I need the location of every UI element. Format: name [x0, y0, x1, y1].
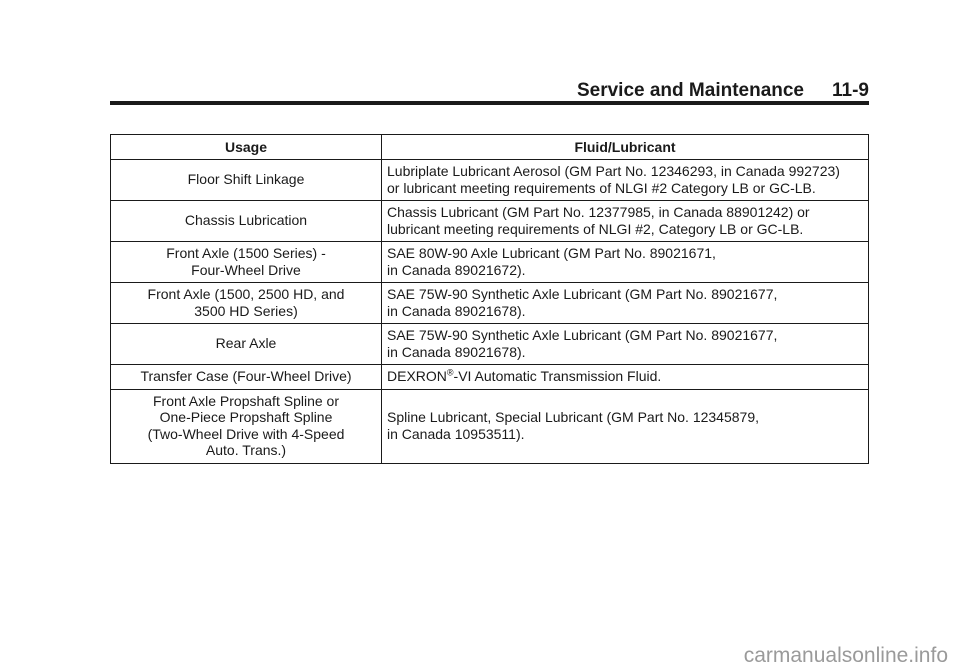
usage-cell: Rear Axle — [111, 324, 382, 365]
table-row — [111, 201, 869, 242]
fluid-cell: SAE 80W-90 Axle Lubricant (GM Part No. 89021671, in Canada 89021672). — [382, 242, 869, 283]
usage-cell: Transfer Case (Four-Wheel Drive) — [111, 365, 382, 390]
fluid-cell: SAE 75W-90 Synthetic Axle Lubricant (GM Part No. 89021677, in Canada 89021678). — [382, 324, 869, 365]
table-row — [111, 389, 869, 463]
column-header-fluid: Fluid/Lubricant — [382, 135, 869, 160]
table-row — [111, 242, 869, 283]
registered-mark: ® — [446, 367, 454, 378]
fluid-cell — [382, 365, 869, 390]
usage-cell: Floor Shift Linkage — [111, 160, 382, 201]
table-header-row — [111, 135, 869, 160]
section-title: Service and Maintenance — [576, 80, 805, 101]
table-row — [111, 365, 869, 390]
fluid-lubricant-table — [110, 134, 869, 464]
table-row — [111, 324, 869, 365]
page-header — [110, 76, 869, 102]
fluid-text-prefix: DEXRON — [387, 368, 447, 384]
fluid-cell: Spline Lubricant, Special Lubricant (GM Part No. 12345879, in Canada 10953511). — [382, 389, 869, 463]
usage-cell: Front Axle Propshaft Spline or One-Piece Propshaft Spline (Two-Wheel Drive with 4-Speed Auto. Trans.) — [111, 389, 382, 463]
page-number: 11-9 — [832, 80, 869, 101]
fluid-text-suffix: -VI Automatic Transmission Fluid. — [453, 368, 662, 384]
watermark: carmanualsonline.info — [743, 644, 948, 667]
table-row — [111, 160, 869, 201]
usage-cell: Front Axle (1500, 2500 HD, and 3500 HD Series) — [111, 283, 382, 324]
fluid-cell: Lubriplate Lubricant Aerosol (GM Part No. 12346293, in Canada 992723) or lubricant meeting requirements of NLGI #2 Category LB or GC-LB. — [382, 160, 869, 201]
fluid-cell: Chassis Lubricant (GM Part No. 12377985, in Canada 88901242) or lubricant meeting requirements of NLGI #2, Category LB or GC-LB. — [382, 201, 869, 242]
header-rule — [110, 101, 869, 105]
column-header-usage: Usage — [111, 135, 382, 160]
fluid-cell: SAE 75W-90 Synthetic Axle Lubricant (GM Part No. 89021677, in Canada 89021678). — [382, 283, 869, 324]
table-row — [111, 283, 869, 324]
usage-cell: Chassis Lubrication — [111, 201, 382, 242]
usage-cell: Front Axle (1500 Series) - Four-Wheel Drive — [111, 242, 382, 283]
